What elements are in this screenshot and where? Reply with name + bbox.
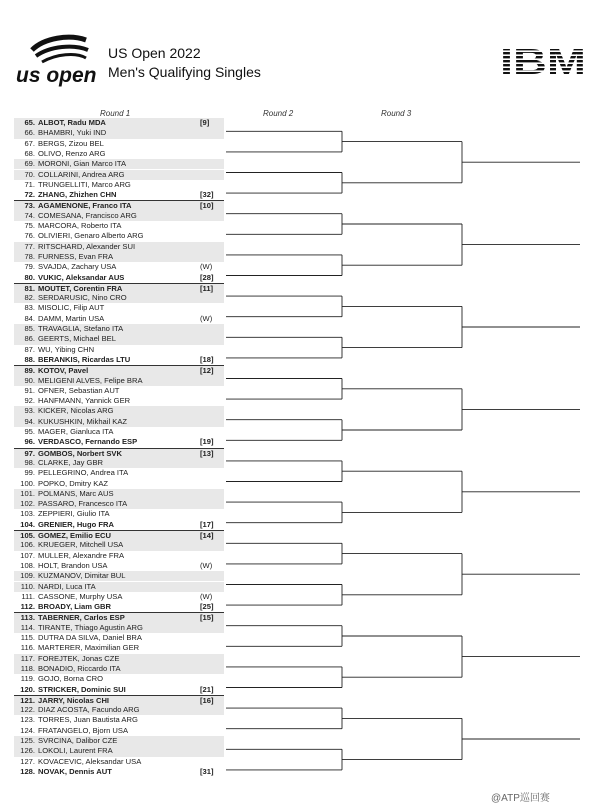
draw-row xyxy=(14,437,224,447)
draw-row xyxy=(14,458,224,468)
player-name: TRAVAGLIA, Stefano ITA xyxy=(38,324,124,333)
draw-row xyxy=(14,118,224,128)
draw-position: 117. xyxy=(20,653,35,663)
player-name: MISOLIC, Filip AUT xyxy=(38,303,105,313)
draw-position: 99. xyxy=(24,468,35,478)
player-name: MELIGENI ALVES, Felipe BRA xyxy=(38,375,143,385)
draw-row xyxy=(14,355,224,365)
player-name: OLIVIERI, Genaro Alberto ARG xyxy=(38,231,144,241)
seed-label: [32] xyxy=(200,190,214,200)
draw-row xyxy=(14,540,224,550)
draw-position: 116. xyxy=(20,643,35,653)
draw-row xyxy=(14,561,224,571)
draw-position: 108. xyxy=(20,560,35,570)
watermark: @ATP巡回赛 xyxy=(491,793,550,804)
player-name: KRUEGER, Mitchell USA xyxy=(38,540,124,550)
seed-label: [13] xyxy=(200,448,214,458)
draw-row xyxy=(14,715,224,725)
player-name: TRUNGELLITI, Marco ARG xyxy=(38,179,131,189)
draw-position: 123. xyxy=(20,715,35,725)
tennis-ball-logo-icon xyxy=(32,37,88,62)
player-name: VERDASCO, Fernando ESP xyxy=(38,437,138,447)
draw-position: 71. xyxy=(24,179,35,189)
draw-row xyxy=(14,314,224,324)
draw-row xyxy=(14,345,224,355)
draw-position: 74. xyxy=(24,210,35,220)
draw-position: 77. xyxy=(24,241,35,251)
draw-title: Men's Qualifying Singles xyxy=(108,64,261,80)
draw-position: 105. xyxy=(20,531,35,540)
draw-position: 101. xyxy=(20,488,35,498)
draw-row xyxy=(14,386,224,396)
draw-position: 107. xyxy=(20,550,35,560)
draw-row xyxy=(14,406,224,416)
seed-label: [17] xyxy=(200,519,214,529)
player-name: POLMANS, Marc AUS xyxy=(38,488,114,498)
player-name: MARCORA, Roberto ITA xyxy=(38,221,122,230)
draw-row xyxy=(14,602,224,612)
player-name: GOMBOS, Norbert SVK xyxy=(38,448,122,458)
draw-position: 124. xyxy=(20,725,35,735)
player-name: BROADY, Liam GBR xyxy=(38,602,111,612)
player-name: SVRCINA, Dalibor CZE xyxy=(38,736,118,745)
draw-position: 95. xyxy=(24,427,35,436)
round-1-header: Round 1 xyxy=(100,109,131,118)
draw-position: 106. xyxy=(20,540,35,550)
player-name: KUZMANOV, Dimitar BUL xyxy=(38,571,126,581)
draw-row xyxy=(14,242,224,252)
player-name: NOVAK, Dennis AUT xyxy=(38,766,112,776)
draw-position: 85. xyxy=(24,324,35,333)
draw-row xyxy=(14,685,224,695)
draw-row xyxy=(14,592,224,602)
draw-position: 126. xyxy=(20,746,35,756)
draw-row xyxy=(14,303,224,313)
draw-row xyxy=(14,479,224,489)
player-name: BERANKIS, Ricardas LTU xyxy=(38,354,131,364)
draw-position: 109. xyxy=(20,571,35,581)
draw-row xyxy=(14,571,224,581)
player-name: DAMM, Martin USA xyxy=(38,313,105,323)
draw-row xyxy=(14,324,224,334)
player-name: SVAJDA, Zachary USA xyxy=(38,262,117,272)
draw-row xyxy=(14,211,224,221)
draw-position: 122. xyxy=(20,705,35,715)
draw-row xyxy=(14,654,224,664)
seed-label: [14] xyxy=(200,531,214,540)
draw-position: 120. xyxy=(20,684,35,694)
draw-row xyxy=(14,633,224,643)
seed-label: [12] xyxy=(200,366,214,376)
draw-row xyxy=(14,509,224,519)
draw-position: 78. xyxy=(24,251,35,261)
seed-label: [19] xyxy=(200,437,214,447)
draw-position: 94. xyxy=(24,416,35,426)
draw-position: 76. xyxy=(24,231,35,241)
player-name: PELLEGRINO, Andrea ITA xyxy=(38,468,129,478)
draw-position: 115. xyxy=(20,633,35,642)
player-name: KOTOV, Pavel xyxy=(38,366,89,376)
draw-position: 86. xyxy=(24,334,35,344)
draw-row xyxy=(14,262,224,272)
player-name: HANFMANN, Yannick GER xyxy=(38,396,131,406)
entry-label: (W) xyxy=(200,313,213,323)
draw-position: 70. xyxy=(24,169,35,179)
draw-position: 83. xyxy=(24,303,35,313)
draw-position: 104. xyxy=(20,519,35,529)
draw-row xyxy=(14,757,224,767)
draw-row xyxy=(14,170,224,180)
draw-row xyxy=(14,674,224,684)
draw-position: 96. xyxy=(24,437,35,447)
draw-position: 112. xyxy=(20,602,35,612)
draw-position: 82. xyxy=(24,293,35,303)
ibm-logo xyxy=(500,44,588,76)
draw-position: 75. xyxy=(24,221,35,230)
seed-label: [11] xyxy=(200,283,214,293)
draw-row xyxy=(14,159,224,169)
draw-row xyxy=(14,726,224,736)
draw-row xyxy=(14,582,224,592)
draw-position: 110. xyxy=(20,581,35,591)
draw-position: 97. xyxy=(24,448,35,458)
draw-position: 114. xyxy=(20,622,35,632)
player-name: BERGS, Zizou BEL xyxy=(38,138,104,148)
draw-position: 90. xyxy=(24,375,35,385)
seed-label: [10] xyxy=(200,201,214,211)
draw-row xyxy=(14,746,224,756)
player-name: OLIVO, Renzo ARG xyxy=(38,148,106,158)
seed-label: [31] xyxy=(200,766,214,776)
draw-position: 69. xyxy=(24,159,35,169)
draw-position: 103. xyxy=(20,509,35,519)
player-name: DIAZ ACOSTA, Facundo ARG xyxy=(38,705,140,715)
player-name: OFNER, Sebastian AUT xyxy=(38,385,120,395)
draw-row xyxy=(14,489,224,499)
seed-label: [28] xyxy=(200,272,214,282)
entry-label: (W) xyxy=(200,262,213,272)
draw-position: 118. xyxy=(20,663,35,673)
draw-row xyxy=(14,334,224,344)
draw-title-block xyxy=(108,44,261,82)
player-name: POPKO, Dmitry KAZ xyxy=(38,478,109,488)
player-name: KUKUSHKIN, Mikhail KAZ xyxy=(38,416,128,426)
draw-position: 67. xyxy=(24,138,35,148)
player-name: GOMEZ, Emilio ECU xyxy=(38,531,111,540)
draw-row xyxy=(14,427,224,437)
draw-row xyxy=(14,623,224,633)
draw-row xyxy=(14,252,224,262)
player-name: STRICKER, Dominic SUI xyxy=(38,684,126,694)
draw-position: 80. xyxy=(24,272,35,282)
player-name: MAGER, Gianluca ITA xyxy=(38,427,114,436)
player-name: LOKOLI, Laurent FRA xyxy=(38,746,113,756)
round-2-header: Round 2 xyxy=(263,109,294,118)
seed-label: [21] xyxy=(200,684,214,694)
player-name: PASSARO, Francesco ITA xyxy=(38,499,128,509)
draw-row xyxy=(14,149,224,159)
draw-position: 125. xyxy=(20,736,35,745)
seed-label: [9] xyxy=(200,118,210,127)
draw-position: 91. xyxy=(24,385,35,395)
player-name: RITSCHARD, Alexander SUI xyxy=(38,241,136,251)
round-1-draw xyxy=(14,118,224,790)
draw-position: 84. xyxy=(24,313,35,323)
seed-label: [15] xyxy=(200,613,214,623)
player-name: GRENIER, Hugo FRA xyxy=(38,519,114,529)
player-name: CLARKE, Jay GBR xyxy=(38,457,103,467)
draw-row xyxy=(14,293,224,303)
player-name: HOLT, Brandon USA xyxy=(38,560,108,570)
draw-position: 113. xyxy=(20,613,35,623)
player-name: FURNESS, Evan FRA xyxy=(38,251,114,261)
player-name: NARDI, Luca ITA xyxy=(38,581,96,591)
draw-position: 72. xyxy=(24,190,35,200)
draw-position: 89. xyxy=(24,366,35,376)
draw-position: 102. xyxy=(20,499,35,509)
player-name: ALBOT, Radu MDA xyxy=(38,118,106,127)
draw-position: 88. xyxy=(24,354,35,364)
draw-position: 111. xyxy=(21,591,35,601)
seed-label: [18] xyxy=(200,354,214,364)
player-name: FOREJTEK, Jonas CZE xyxy=(38,653,120,663)
draw-row xyxy=(14,767,224,777)
player-name: MOUTET, Corentin FRA xyxy=(38,283,123,293)
player-name: TORRES, Juan Bautista ARG xyxy=(38,715,138,725)
draw-row xyxy=(14,499,224,509)
player-name: BONADIO, Riccardo ITA xyxy=(38,663,121,673)
player-name: ZEPPIERI, Giulio ITA xyxy=(38,509,110,519)
player-name: GOJO, Borna CRO xyxy=(38,674,103,684)
draw-row xyxy=(14,273,224,283)
player-name: SERDARUSIC, Nino CRO xyxy=(38,293,127,303)
draw-position: 87. xyxy=(24,344,35,354)
draw-position: 100. xyxy=(20,478,35,488)
draw-row xyxy=(14,180,224,190)
round-3-header: Round 3 xyxy=(381,109,412,118)
player-name: COMESANA, Francisco ARG xyxy=(38,210,137,220)
draw-position: 66. xyxy=(24,128,35,138)
player-name: ZHANG, Zhizhen CHN xyxy=(38,190,117,200)
draw-position: 68. xyxy=(24,148,35,158)
draw-position: 65. xyxy=(24,118,35,127)
draw-position: 93. xyxy=(24,406,35,416)
player-name: TIRANTE, Thiago Agustin ARG xyxy=(38,622,143,632)
player-name: COLLARINI, Andrea ARG xyxy=(38,169,125,179)
draw-row xyxy=(14,190,224,200)
entry-label: (W) xyxy=(200,591,213,601)
draw-row xyxy=(14,664,224,674)
draw-position: 79. xyxy=(24,262,35,272)
draw-row xyxy=(14,551,224,561)
player-name: KOVACEVIC, Aleksandar USA xyxy=(38,756,142,766)
player-name: BHAMBRI, Yuki IND xyxy=(38,128,107,138)
draw-row xyxy=(14,128,224,138)
ibm-logo-text: IBM xyxy=(500,44,586,76)
draw-row xyxy=(14,221,224,231)
player-name: MARTERER, Maximilian GER xyxy=(38,643,140,653)
draw-position: 128. xyxy=(20,766,35,776)
us-open-logo xyxy=(14,30,110,88)
seed-label: [16] xyxy=(200,695,214,705)
player-name: KICKER, Nicolas ARG xyxy=(38,406,114,416)
draw-row xyxy=(14,139,224,149)
player-name: WU, Yibing CHN xyxy=(38,344,95,354)
draw-row xyxy=(14,468,224,478)
draw-row xyxy=(14,417,224,427)
logo-text: us open xyxy=(16,64,97,87)
player-name: GEERTS, Michael BEL xyxy=(38,334,116,344)
draw-position: 92. xyxy=(24,396,35,406)
player-name: CASSONE, Murphy USA xyxy=(38,591,123,601)
draw-row xyxy=(14,376,224,386)
draw-position: 98. xyxy=(24,457,35,467)
seed-label: [25] xyxy=(200,602,214,612)
draw-position: 73. xyxy=(24,201,35,211)
draw-position: 81. xyxy=(24,283,35,293)
draw-row xyxy=(14,520,224,530)
draw-position: 127. xyxy=(20,756,35,766)
player-name: JARRY, Nicolas CHI xyxy=(38,695,110,705)
draw-row xyxy=(14,231,224,241)
draw-row xyxy=(14,736,224,746)
event-title: US Open 2022 xyxy=(108,45,201,61)
draw-row xyxy=(14,643,224,653)
player-name: MULLER, Alexandre FRA xyxy=(38,550,125,560)
player-name: VUKIC, Aleksandar AUS xyxy=(38,272,125,282)
draw-position: 119. xyxy=(20,674,35,684)
draw-row xyxy=(14,705,224,715)
player-name: FRATANGELO, Bjorn USA xyxy=(38,725,129,735)
player-name: AGAMENONE, Franco ITA xyxy=(38,201,132,211)
draw-row xyxy=(14,396,224,406)
player-name: TABERNER, Carlos ESP xyxy=(38,613,125,623)
player-name: MORONI, Gian Marco ITA xyxy=(38,159,127,169)
draw-position: 121. xyxy=(20,695,35,705)
entry-label: (W) xyxy=(200,560,213,570)
player-name: DUTRA DA SILVA, Daniel BRA xyxy=(38,633,142,642)
